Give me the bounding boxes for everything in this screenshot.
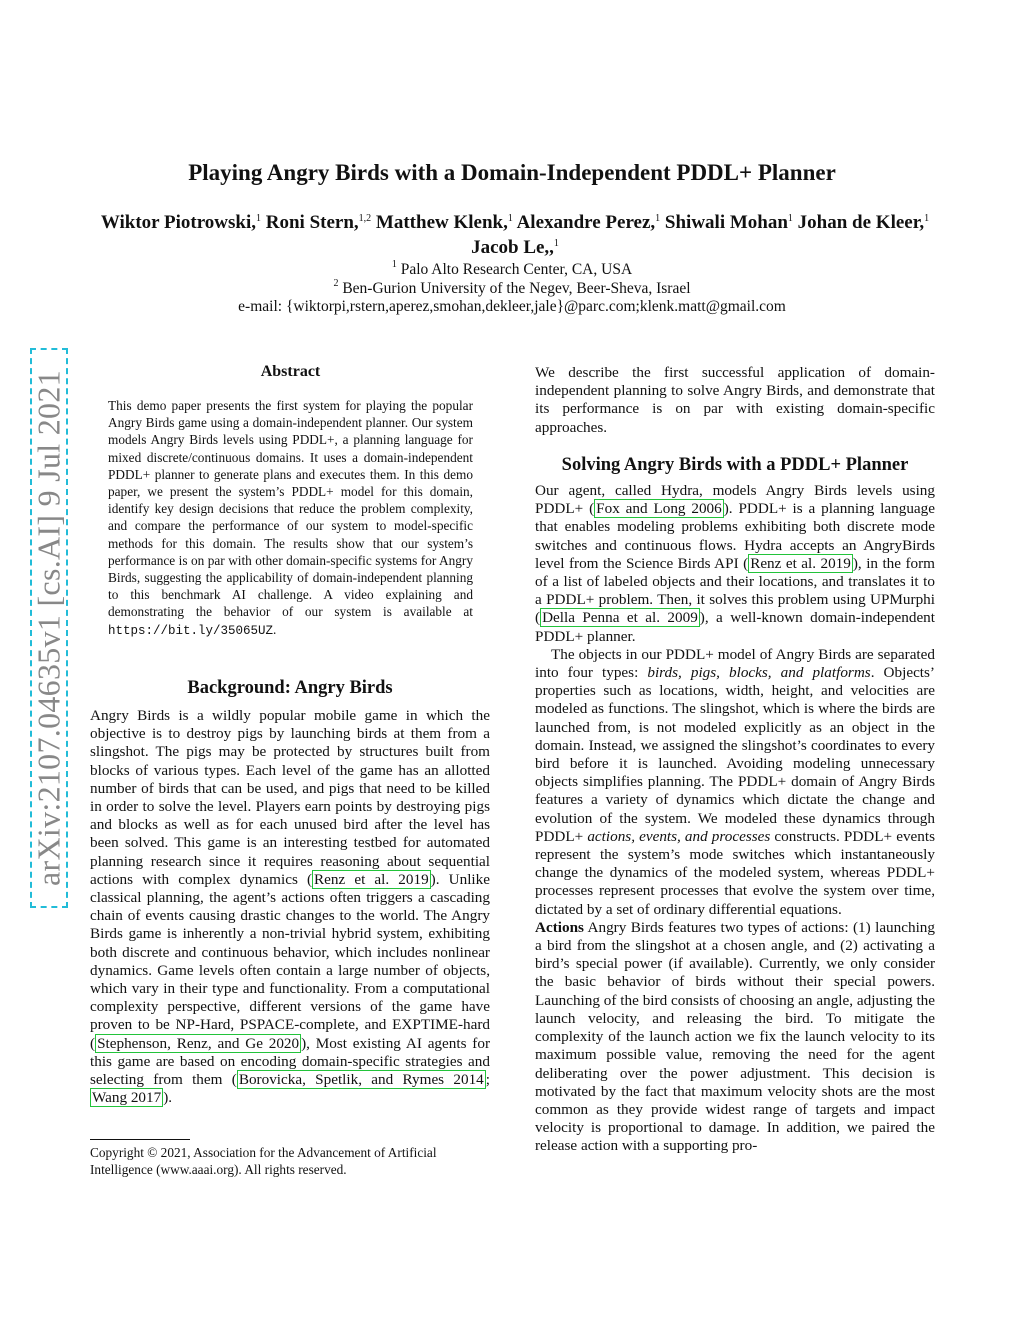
affiliation-sup: 2	[333, 278, 339, 289]
abstract-body: This demo paper presents the first system for playing the popular Angry Birds game using a domain-independent planner. Our system models Angry Birds levels using PDDL+, a planning language for mixed discrete/continuous domains. It uses a domain-independent PDDL+ planner to generate plans and executes them. In this demo paper, we present the system’s PDDL+ model for this domain, identify key design decisions that reduce the problem complexity, and compare the performance of our system to model-specific methods for this domain. The results show that our system’s performance is on par with other domain-specific systems for Angry Birds, suggesting the applicability of domain-independent planning to this benchmark AI challenge. A video explaining and demonstrating the behavior of our system is available at	[108, 398, 473, 620]
intro-paragraph: We describe the first successful application of domain-independent planning to solve Angry Birds, and demonstrate that its performance is on par with existing domain-specific approaches.	[535, 364, 935, 436]
author-affil-sup: 1	[655, 213, 661, 224]
paragraph-text: ), in the form of a list of labeled objects and their locations, and translates it to a PDDL+ problem. Then, it solves this problem using UPMurphi (	[535, 554, 935, 627]
paragraph-text: The objects in our PDDL+ model of Angry Birds are separated into four types:	[535, 645, 935, 682]
italic-term: birds, pigs, blocks, and platforms	[647, 664, 871, 682]
affiliation-text: Ben-Gurion University of the Negev, Beer-Sheva, Israel	[342, 280, 691, 297]
citation-link[interactable]: Della Penna et al. 2009	[542, 609, 698, 627]
solving-section-body	[535, 482, 935, 1156]
author-affil-sup: 1	[787, 213, 793, 224]
citation-link[interactable]: Borovicka, Spetlik, and Rymes 2014	[238, 1071, 484, 1089]
author-name: Roni Stern,	[265, 212, 359, 233]
solving-paragraph-1	[535, 482, 935, 646]
author-email: e-mail: {wiktorpi,rstern,aperez,smohan,dekleer,jale}@parc.com;klenk.matt@gmail.com	[238, 298, 786, 315]
abstract-text	[108, 397, 473, 640]
arxiv-sidebar	[30, 348, 68, 908]
author-affil-sup: 1,2	[358, 213, 372, 224]
author-name: Shiwali Mohan	[664, 212, 788, 233]
abstract-heading: Abstract	[260, 363, 321, 380]
affiliation-sup: 1	[391, 259, 397, 270]
video-link[interactable]: https://bit.ly/35065UZ	[108, 623, 274, 638]
citation-link[interactable]: Fox and Long 2006	[596, 500, 722, 518]
section-heading-background: Background: Angry Birds	[187, 678, 393, 698]
author-list	[90, 210, 940, 260]
paragraph-text: Our agent, called Hydra, models Angry Birds levels using PDDL+ (	[535, 482, 935, 518]
author-name: Jacob Le,,	[471, 237, 554, 258]
paragraph-text: ;	[485, 1071, 490, 1089]
paragraph-text: ).	[163, 1089, 173, 1107]
paragraph-text: Angry Birds is a wildly popular mobile game in which the objective is to destroy pigs by launching birds at them from a slingshot. The pigs may be protected by structures built from blocks of various types. Each level of the game has an allotted number of birds that can be used, and pigs that need to be killed in order to solve the level. Players earn points by destroying pigs and blocks as well as for each unused bird after the level has been solved. This game is an interesting testbed for automated planning research since it requires reasoning about sequential actions with complex dynamics (	[90, 707, 490, 888]
citation-link[interactable]: Stephenson, Renz, and Ge 2020	[97, 1034, 300, 1052]
author-affil-sup: 1	[256, 213, 262, 224]
solving-paragraph-2	[535, 646, 935, 919]
paragraph-text: ), Most existing AI agents for this game are based on encoding domain-specific strategies and selecting from them (	[90, 1034, 491, 1089]
copyright-notice: Copyright © 2021, Association for the Advancement of Artificial Intelligence (www.aaai.org). All rights reserved.	[90, 1145, 437, 1177]
section-heading-solving: Solving Angry Birds with a PDDL+ Planner	[561, 455, 909, 475]
paragraph-text: constructs. PDDL+ events represent the system’s mode switches which instantaneously change the dynamics of the modeled system, whereas PDDL+ processes represent processes that evolve the system over time, dictated by a set of ordinary differential equations.	[535, 827, 936, 918]
citation-link[interactable]: Renz et al. 2019	[314, 870, 429, 888]
paragraph-text: . Objects’ properties such as locations, width, height, and velocities are modeled as functions. The slingshot, which is where the birds are launched from, is not modeled explicitly as an object in the domain. Instead, we assigned the slingshot’s coordinates to every bird before it is launched. Avoiding modeling unnecessary objects simplifies planning. The PDDL+ domain of Angry Birds features a variety of dynamics which dictate the change and evolution of the system. We modeled these dynamics through PDDL+	[535, 664, 935, 845]
author-affil-sup: 1	[553, 238, 559, 249]
citation-link[interactable]: Renz et al. 2019	[750, 554, 851, 572]
affiliation-2	[0, 280, 1024, 298]
affiliation-1	[0, 261, 1024, 279]
paragraph-run-in-heading: Actions	[535, 918, 584, 936]
paragraph-text: ). PDDL+ is a planning language that enables modeling problems exhibiting both discrete mode switches and continuous flows. Hydra accepts an AngryBirds level from the Science Birds API (	[535, 500, 935, 572]
actions-paragraph	[535, 919, 935, 1156]
italic-term: actions, events, and processes	[587, 827, 771, 845]
author-name: Alexandre Perez,	[516, 212, 656, 233]
background-paragraph	[90, 707, 490, 1107]
abstract-end: .	[273, 621, 277, 637]
author-name: Wiktor Piotrowski,	[100, 212, 257, 233]
paragraph-text: Angry Birds features two types of actions: (1) launching a bird from the slingshot at a chosen angle, and (2) activating a bird’s special power (if available). Currently, we only consider the basic behavior of birds without their special powers. Launching of the bird consists of choosing an angle, adjusting the launch velocity, and releasing the bird. To mitigate the complexity of the launch action we fix the launch velocity to its maximum possible value, removing the need for the agent deliberating over the power adjustment. This decision is motivated by the fact that maximum velocity shots are the most common as they provide widest range of targets and impact velocity is proportional to damage. In addition, we paired the release action with a supporting pro-	[535, 918, 935, 1155]
affiliation-text: Palo Alto Research Center, CA, USA	[400, 261, 633, 278]
paragraph-text: ). Unlike classical planning, the agent’s actions often triggers a cascading chain of events causing drastic changes to the world. The Angry Birds game is inherently a non-trivial hybrid system, exhibiting both discrete and continuous behavior, which includes nonlinear dynamics. Game levels often contain a large number of objects, which vary in their type and functionality. From a computational complexity perspective, different versions of the game have proven to be NP-Hard, PSPACE-complete, and EXPTIME-hard (	[90, 870, 490, 1052]
arxiv-identifier: arXiv:2107.04635v1 [cs.AI] 9 Jul 2021	[30, 370, 67, 886]
paragraph-text: ), a well-known domain-independent PDDL+ planner.	[535, 609, 935, 645]
author-affil-sup: 1	[924, 213, 930, 224]
author-affil-sup: 1	[507, 213, 513, 224]
paper-title: Playing Angry Birds with a Domain-Independent PDDL+ Planner	[188, 160, 836, 185]
footnote-rule	[90, 1139, 190, 1140]
citation-link[interactable]: Wang 2017	[92, 1089, 162, 1107]
author-name: Matthew Klenk,	[375, 212, 508, 233]
author-name: Johan de Kleer,	[797, 212, 925, 233]
